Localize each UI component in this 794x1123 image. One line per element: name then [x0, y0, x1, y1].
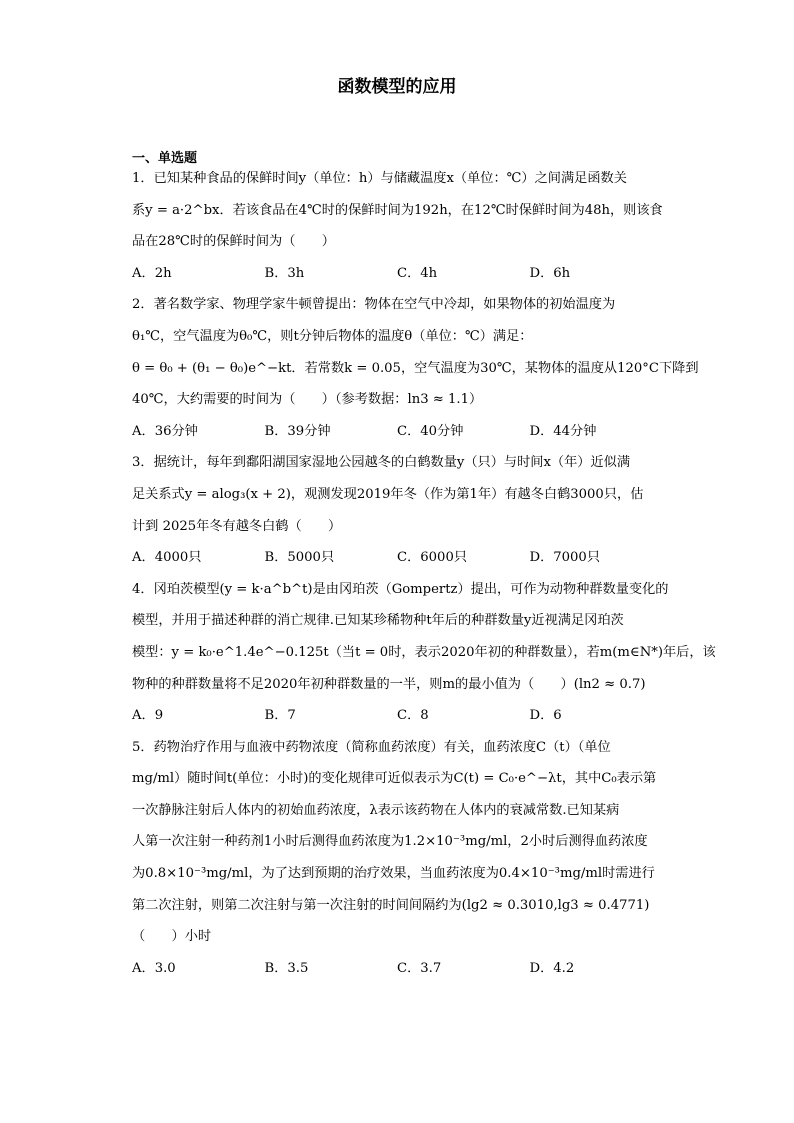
option-row [132, 542, 662, 574]
option-row [132, 700, 662, 732]
option-a: A．3.0 [132, 960, 176, 976]
option-row [132, 416, 662, 448]
question-line: θ₁℃，空气温度为θ₀℃，则t分钟后物体的温度θ（单位：℃）满足： [132, 328, 533, 344]
question-line: 1．已知某种食品的保鲜时间y（单位：h）与储藏温度x（单位：℃）之间满足函数关 [132, 171, 627, 186]
option-c: C．3.7 [397, 960, 442, 976]
section-heading: 一、单选题 [132, 151, 198, 166]
option-b: B．3.5 [264, 960, 309, 976]
option-c: C．8 [397, 708, 429, 724]
question-line: 2．著名数学家、物理学家牛顿曾提出：物体在空气中冷却，如果物体的初始温度为 [132, 297, 616, 313]
question-line: 40℃，大约需要的时间为（ ）（参考数据：ln3 ≈ 1.1） [132, 392, 483, 408]
question-list [132, 163, 716, 984]
option-a: A．4000只 [132, 550, 202, 566]
option-c: C．40分钟 [397, 423, 464, 439]
question-line: 物种的种群数量将不足2020年初种群数量的一半，则m的最小值为（ ）(ln2 ≈ 0.7) [132, 676, 646, 692]
question-line: 5．药物治疗作用与血液中药物浓度（简称血药浓度）有关，血药浓度C（t）（单位 [132, 739, 611, 755]
question-line: 品在28℃时的保鲜时间为（ ） [132, 234, 335, 250]
question-1 [132, 163, 662, 289]
question-line: 3．据统计，每年到鄱阳湖国家湿地公园越冬的白鹤数量y（只）与时间x（年）近似满 [132, 455, 631, 471]
question-line: 模型，并用于描述种群的消亡规律.已知某珍稀物种t年后的种群数量y近视满足冈珀茨 [132, 613, 624, 629]
option-d: D．6 [529, 708, 562, 724]
option-b: B．7 [264, 708, 296, 724]
question-line: 模型：y = k₀·e^1.4e^−0.125t（当t = 0时，表示2020年初的种群数量），若m(m∈N*)年后，该 [132, 644, 716, 660]
option-c: C．4h [397, 265, 438, 281]
question-4 [132, 574, 716, 732]
option-c: C．6000只 [397, 550, 468, 566]
question-line: 人第一次注射一种药剂1小时后测得血药浓度为1.2×10⁻³mg/ml，2小时后测得血药浓度 [132, 834, 648, 850]
option-row [132, 258, 662, 290]
question-line: mg/ml）随时间t(单位：小时)的变化规律可近似表示为C(t) = C₀·e^−λt，其中C₀表示第 [132, 771, 657, 787]
option-row [132, 953, 662, 985]
option-d: D．4.2 [529, 960, 575, 976]
option-b: B．3h [264, 265, 305, 281]
question-5 [132, 732, 662, 985]
question-line: θ = θ₀ + (θ₁ − θ₀)e^−kt．若常数k = 0.05，空气温度为30℃，某物体的温度从120°C下降到 [132, 360, 699, 376]
question-line: 4．冈珀茨模型(y = k·a^b^t)是由冈珀茨（Gompertz）提出，可作为动物种群数量变化的 [132, 581, 669, 597]
option-a: A．2h [132, 265, 172, 281]
question-line: 一次静脉注射后人体内的初始血药浓度，λ表示该药物在人体内的衰减常数.已知某病 [132, 802, 620, 818]
page-title: 函数模型的应用 [337, 77, 457, 97]
question-3 [132, 447, 662, 573]
question-line: （ ）小时 [132, 929, 212, 945]
question-line: 为0.8×10⁻³mg/ml，为了达到预期的治疗效果，当血药浓度为0.4×10⁻³mg/ml时需进行 [132, 866, 655, 882]
question-line: 系y = a·2^bx．若该食品在4℃时的保鲜时间为192h，在12℃时保鲜时间为48h，则该食 [132, 202, 663, 218]
question-2 [132, 289, 699, 447]
question-line: 计到 2025年冬有越冬白鹤（ ） [132, 518, 342, 534]
option-d: D．6h [529, 265, 571, 281]
option-b: B．5000只 [264, 550, 335, 566]
option-d: D．44分钟 [529, 423, 597, 439]
option-d: D．7000只 [529, 550, 601, 566]
option-b: B．39分钟 [264, 423, 331, 439]
option-a: A．9 [132, 708, 164, 724]
option-a: A．36分钟 [132, 423, 198, 439]
question-line: 第二次注射，则第二次注射与第一次注射的时间间隔约为(lg2 ≈ 0.3010,lg3 ≈ 0.4771) [132, 897, 650, 913]
question-line: 足关系式y = alog₃(x + 2)，观测发现2019年冬（作为第1年）有越冬白鹤3000只，估 [132, 486, 644, 502]
